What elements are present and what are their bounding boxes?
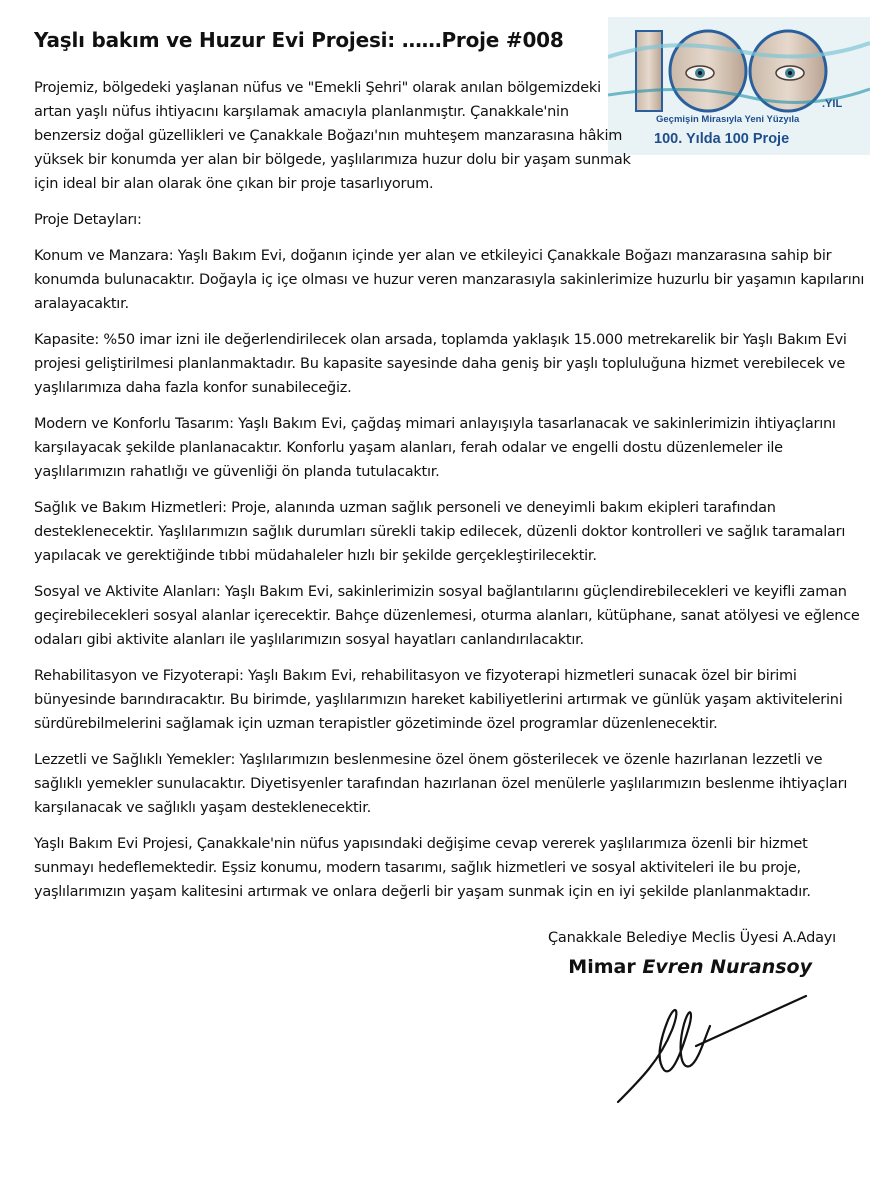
capacity-paragraph: Kapasite: %50 imar izni ile değerlendirilecek olan arsada, toplamda yaklaşık 15.000 metrekarelik bir Yaşlı Bakım Evi projesi geliştirilmesi planlanmaktadır. Bu kapasite sayesinde daha geniş bir yaşlı topluluğuna hizmet verebilecek ve yaşlılarımıza daha fazla konfor sunabileceğiz. [34,332,847,396]
signatory-fullname: Evren Nuransoy [642,956,812,978]
location-paragraph: Konum ve Manzara: Yaşlı Bakım Evi, doğanın içinde yer alan ve etkileyici Çanakkale Boğazı manzarasına sahip bir konumda bulunacaktır. Doğayla iç içe olması ve huzur veren manzarasıyla sakinlerimize huzurlu bir yaşamın kapılarını aralayacaktır. [34,248,865,312]
food-paragraph: Lezzetli ve Sağlıklı Yemekler: Yaşlılarımızın beslenmesine özel önem gösterilecek ve özenle hazırlanan lezzetli ve sağlıklı yemekler sunulacaktır. Diyetisyenler tarafından hazırlanan özel menülerle yaşlılarımızın beslenme ihtiyaçları karşılanacak ve sağlıklı yaşam desteklenecektir. [34,752,848,816]
signature-block [548,930,836,978]
logo-suffix: .YIL [822,98,843,110]
logo-slogan: 100. Yılda 100 Proje [654,131,790,147]
details-heading: Proje Detayları: [34,212,142,228]
health-paragraph: Sağlık ve Bakım Hizmetleri: Proje, alanında uzman sağlık personeli ve deneyimli bakım ekipleri tarafından desteklenecektir. Yaşlılarımızın sağlık durumları sürekli takip edilecek, düzenli doktor kontrolleri ve sağlık taramaları yapılacak ve gerektiğinde tıbbi müdahaleler hızlı bir şekilde gerçekleştirilecektir. [34,500,846,564]
social-paragraph: Sosyal ve Aktivite Alanları: Yaşlı Bakım Evi, sakinlerimizin sosyal bağlantılarını güçlendirebilecekleri ve keyifli zaman geçirebilecekleri sosyal alanlar içerecektir. Bahçe düzenlemesi, oturma alanları, kütüphane, sanat atölyesi ve eğlence odaları gibi aktivite alanları ile yaşlılarımızın sosyal hayatları canlandırılacaktır. [34,584,860,648]
signatory-title: Mimar [568,956,636,978]
page-title: Yaşlı bakım ve Huzur Evi Projesi: ……Proje #008 [34,28,564,52]
design-paragraph: Modern ve Konforlu Tasarım: Yaşlı Bakım Evi, çağdaş mimari anlayışıyla tasarlanacak ve sakinlerimizin ihtiyaçlarını karşılayacak şekilde planlanacaktır. Konforlu yaşam alanları, ferah odalar ve engelli dostu düzenlemeler ile yaşlılarımızın rahatlığı ve güvenliği ön planda tutulacaktır. [34,416,836,480]
intro-paragraph: Projemiz, bölgedeki yaşlanan nüfus ve "Emekli Şehri" olarak anılan bölgemizdeki artan yaşlı nüfus ihtiyacını karşılamak amacıyla planlanmıştır. Çanakkale'nin benzersiz doğal güzellikleri ve Çanakkale Boğazı'nın muhteşem manzarasına hâkim yüksek bir konumda yer alan bir bölgede, yaşlılarımıza huzur dolu bir yaşam sunmak için ideal bir alan olarak öne çıkan bir proje tasarlıyorum. [34,80,631,192]
conclusion-paragraph: Yaşlı Bakım Evi Projesi, Çanakkale'nin nüfus yapısındaki değişime cevap vererek yaşlılarımıza özenli bir hizmet sunmayı hedeflemektedir. Eşsiz konumu, modern tasarımı, sağlık hizmetleri ve sosyal aktiviteleri ile bu proje, yaşlılarımızın yaşam kalitesini artırmak ve onlara değerli bir yaşam sunmak için en iyi şekilde planlanmaktadır. [34,836,811,900]
signatory-name [548,956,812,978]
handwritten-signature [610,990,810,1110]
signatory-role: Çanakkale Belediye Meclis Üyesi A.Adayı [548,930,836,946]
rehab-paragraph: Rehabilitasyon ve Fizyoterapi: Yaşlı Bakım Evi, rehabilitasyon ve fizyoterapi hizmetleri sunacak özel bir birimi bünyesinde barındıracaktır. Bu birimde, yaşlılarımızın hareket kabiliyetlerini artırmak ve günlük yaşam aktivitelerini sürdürebilmelerini sağlamak için uzman terapistler gözetiminde özel programlar düzenlenecektir. [34,668,843,732]
logo-tagline: Geçmişin Mirasıyla Yeni Yüzyıla [656,114,800,125]
document-body [34,76,866,916]
